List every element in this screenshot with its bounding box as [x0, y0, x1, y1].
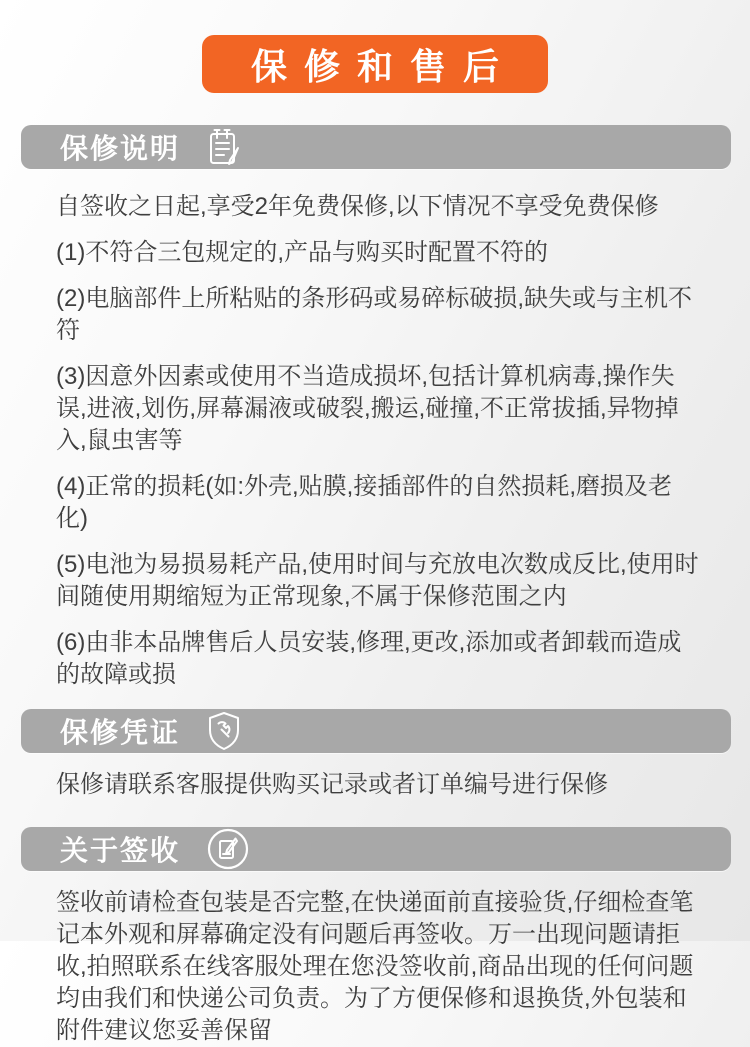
sign-note-icon	[206, 827, 250, 871]
page-banner	[202, 35, 548, 93]
section-header-warranty-proof	[21, 709, 731, 753]
clipboard-pen-icon	[206, 127, 242, 167]
shield-wrench-icon	[206, 711, 242, 751]
paragraph: (6)由非本品牌售后人员安装,修理,更改,添加或者卸载而造成的故障或损	[56, 629, 682, 688]
paragraph: (1)不符合三包规定的,产品与购买时配置不符的	[56, 239, 548, 266]
section-title: 保修说明	[60, 133, 181, 164]
paragraph: 保修请联系客服提供购买记录或者订单编号进行保修	[56, 771, 608, 798]
section-header-warranty-terms	[21, 125, 731, 169]
paragraph: (2)电脑部件上所粘贴的条形码或易碎标破损,缺失或与主机不符	[56, 285, 692, 344]
paragraph: (5)电池为易损易耗产品,使用时间与充放电次数成反比,使用时间随使用期缩短为正常现象,不属于保修范围之内	[56, 551, 699, 610]
paragraph: 自签收之日起,享受2年免费保修,以下情况不享受免费保修	[56, 193, 659, 220]
paragraph: (3)因意外因素或使用不当造成损坏,包括计算机病毒,操作失误,进液,划伤,屏幕漏液或破裂,搬运,碰撞,不正常拔插,异物掉入,鼠虫害等	[56, 363, 679, 454]
page-title: 保修和售后	[250, 45, 516, 87]
section-title: 保修凭证	[60, 717, 181, 748]
section-title: 关于签收	[60, 835, 181, 866]
paragraph: (4)正常的损耗(如:外壳,贴膜,接插部件的自然损耗,磨损及老化)	[56, 473, 672, 532]
warranty-proof-text	[0, 769, 750, 801]
sign-off-text	[0, 887, 750, 1047]
section-header-sign-off	[21, 827, 731, 871]
warranty-terms-text	[0, 191, 750, 691]
warranty-aftersales-page	[0, 35, 750, 1044]
paragraph: 签收前请检查包装是否完整,在快递面前直接验货,仔细检查笔记本外观和屏幕确定没有问题后再签收。万一出现问题请拒收,拍照联系在线客服处理在您没签收前,商品出现的任何问题均由我们和快递公司负责。为了方便保修和退换货,外包装和附件建议您妥善保留	[56, 889, 694, 1044]
